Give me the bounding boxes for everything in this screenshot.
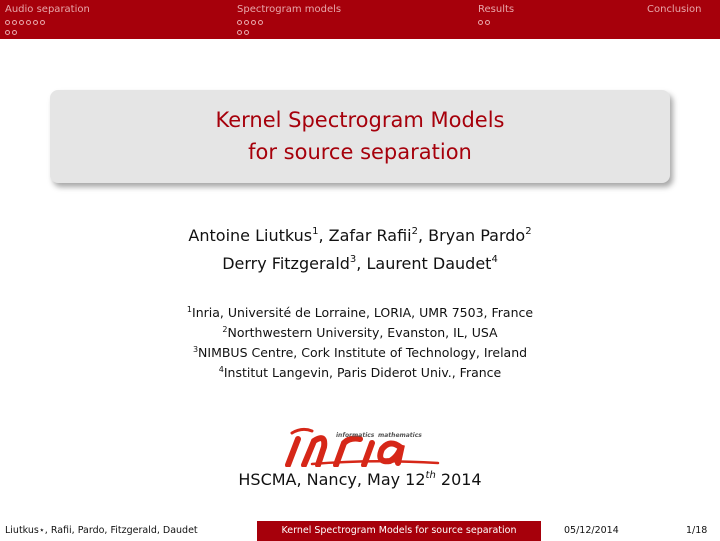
affiliation-mark: 2 — [222, 325, 228, 334]
author-affiliation-mark: 1 — [312, 226, 319, 237]
affiliation — [0, 363, 720, 383]
footer-page-number: 1/18 — [686, 525, 708, 536]
author-name: Antoine Liutkus — [188, 226, 313, 245]
slide-dot[interactable] — [237, 20, 242, 25]
nav-section-label: Spectrogram models — [237, 4, 342, 15]
slide-dot[interactable] — [258, 20, 263, 25]
slide-dot[interactable] — [244, 30, 249, 35]
affiliation-text: NIMBUS Centre, Cork Institute of Technology, Ireland — [198, 345, 528, 360]
slide-dot[interactable] — [12, 20, 17, 25]
presentation-title-line-2: for source separation — [248, 140, 472, 164]
footer-date: 05/12/2014 — [564, 525, 619, 536]
slide-dot[interactable] — [12, 30, 17, 35]
author-affiliation-mark: 4 — [491, 254, 498, 265]
affiliation-text: Institut Langevin, Paris Diderot Univ., France — [223, 365, 502, 380]
slide-dot[interactable] — [244, 20, 249, 25]
slide-dot[interactable] — [251, 20, 256, 25]
author-name: Zafar Rafii — [328, 226, 412, 245]
affiliation-list — [0, 303, 720, 383]
author-affiliation-mark: 2 — [411, 226, 418, 237]
slide-dots — [5, 20, 45, 25]
author-line-1 — [0, 222, 720, 250]
event-line — [0, 468, 720, 492]
author-name: Bryan Pardo — [428, 226, 526, 245]
slide-dot[interactable] — [5, 20, 10, 25]
slide-dot[interactable] — [33, 20, 38, 25]
footer-title: Kernel Spectrogram Models for source separation — [257, 521, 541, 541]
affiliation-text: Inria, Université de Lorraine, LORIA, UMR 7503, France — [192, 305, 534, 320]
author-affiliation-mark: 3 — [349, 254, 357, 265]
top-navigation-bar — [0, 0, 720, 39]
affiliation-text: Northwestern University, Evanston, IL, USA — [227, 325, 498, 340]
slide-dots — [237, 30, 249, 35]
author-name: Derry Fitzgerald — [222, 254, 350, 273]
title-box — [50, 90, 670, 183]
nav-section-results[interactable] — [478, 4, 514, 16]
slide-footer — [0, 521, 720, 541]
slide-dot[interactable] — [19, 20, 24, 25]
slide-dot[interactable] — [485, 20, 490, 25]
inria-logo — [282, 425, 442, 467]
logo-text-informatics: informatics — [336, 432, 375, 439]
affiliation-mark: 4 — [218, 365, 224, 374]
slide-dot[interactable] — [26, 20, 31, 25]
nav-section-spectrogram-models[interactable] — [237, 4, 341, 16]
author-name: Laurent Daudet — [366, 254, 492, 273]
affiliation — [0, 323, 720, 343]
slide-dots — [237, 20, 263, 25]
author-separator: , — [356, 254, 367, 273]
event-ordinal: th — [425, 470, 436, 481]
slide-dot[interactable] — [478, 20, 483, 25]
nav-section-label: Audio separation — [5, 4, 90, 15]
slide-dots — [478, 20, 490, 25]
footer-authors: Liutkus⋆, Rafii, Pardo, Fitzgerald, Daudet — [5, 525, 198, 536]
nav-section-conclusion[interactable] — [647, 4, 702, 16]
slide-dot[interactable] — [237, 30, 242, 35]
slide-dot[interactable] — [5, 30, 10, 35]
logo-text-mathematics: mathematics — [378, 432, 422, 439]
author-separator: , — [418, 226, 429, 245]
affiliation-mark: 3 — [192, 345, 199, 354]
author-affiliation-mark: 2 — [525, 226, 532, 237]
nav-section-label: Conclusion — [647, 4, 702, 15]
slide-dots — [5, 30, 17, 35]
affiliation — [0, 343, 720, 363]
slide-dot[interactable] — [40, 20, 45, 25]
event-year: 2014 — [435, 470, 482, 489]
nav-section-audio-separation[interactable] — [5, 4, 90, 16]
author-line-2 — [0, 250, 720, 278]
affiliation-mark: 1 — [186, 305, 193, 314]
event-text: HSCMA, Nancy, May 12 — [238, 470, 426, 489]
author-list — [0, 222, 720, 278]
author-separator: , — [318, 226, 329, 245]
presentation-title-line-1: Kernel Spectrogram Models — [215, 108, 505, 132]
affiliation — [0, 303, 720, 323]
nav-section-label: Results — [478, 4, 515, 15]
